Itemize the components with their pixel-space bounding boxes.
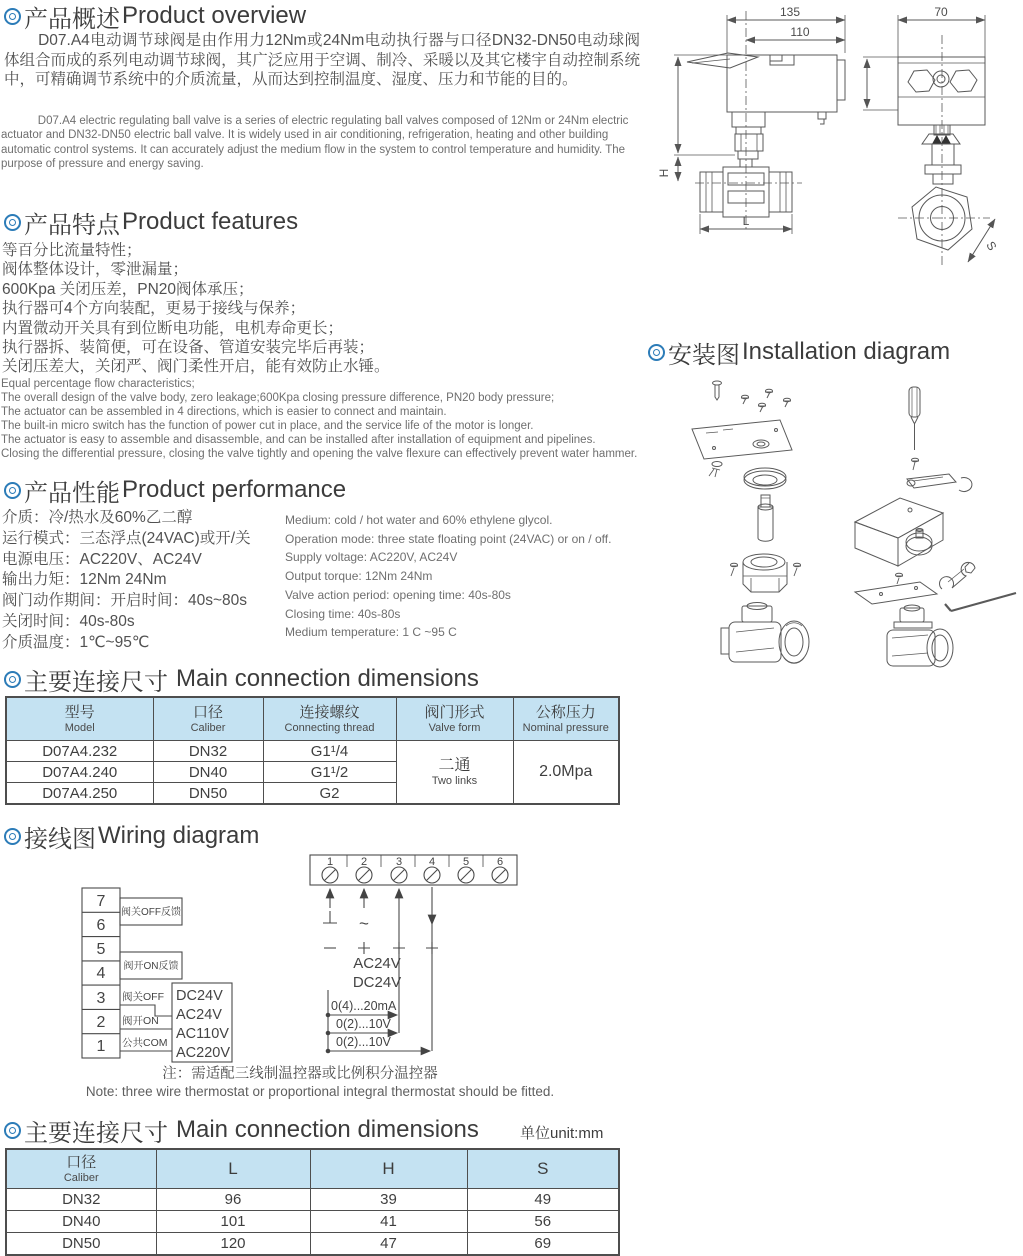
- cell-s: 69: [467, 1233, 619, 1256]
- bullseye-icon: [648, 344, 665, 361]
- cell-thread: G2: [263, 783, 396, 805]
- performance-item-en: Medium temperature: 1 C ~95 C: [285, 625, 457, 640]
- cell-caliber: DN32: [153, 741, 263, 762]
- supply-ac24: AC24V: [353, 955, 401, 972]
- header-valve-form: 阀门形式 Valve form: [396, 697, 513, 741]
- mounting-plate: [692, 420, 792, 459]
- terminal-2: 2: [96, 1014, 106, 1031]
- performance-item-cn: 运行模式：三态浮点(24VAC)或开/关: [2, 529, 251, 547]
- performance-item-cn: 电源电压：AC220V、AC24V: [2, 550, 202, 568]
- feature-item-cn: 600Kpa 关闭压差，PN20阀体承压；: [2, 280, 254, 298]
- wiring-note-cn: 注：需适配三线制温控器或比例积分温控器: [162, 1066, 438, 1082]
- ac-symbol: ~: [359, 914, 369, 933]
- features-title: [4, 207, 298, 237]
- header-s: S: [467, 1149, 619, 1189]
- voltage-dc24: DC24V: [176, 988, 223, 1004]
- dim-h-label: H: [657, 168, 671, 178]
- performance-item-en: Supply voltage: AC220V, AC24V: [285, 550, 458, 565]
- table-header-row: [6, 1149, 619, 1189]
- performance-item-en: Medium: cold / hot water and 60% ethylene glycol.: [285, 513, 553, 527]
- wiring-note-en: Note: three wire thermostat or proportional integral thermostat should be fitted.: [85, 1084, 555, 1099]
- section-overview: [4, 1, 306, 31]
- performance-title-cn: 产品性能: [24, 479, 120, 507]
- bullseye-icon: [4, 482, 21, 499]
- dim-s-label: S: [983, 238, 1000, 253]
- wiring-title-cn: 接线图: [24, 825, 96, 853]
- cell-s: 49: [467, 1189, 619, 1211]
- header-model: 型号 Model: [6, 697, 153, 741]
- performance-item-cn: 阀门动作期间：开启时间：40s~80s: [2, 592, 248, 610]
- table-row: [6, 741, 619, 762]
- cell-caliber: DN32: [6, 1189, 156, 1211]
- performance-item-en: Closing time: 40s-80s: [285, 606, 401, 621]
- performance-title-en: Product performance: [122, 476, 347, 503]
- features-list-cn: [2, 241, 390, 377]
- dim-l-label: L: [742, 214, 750, 228]
- wiring-title-en: Wiring diagram: [98, 822, 260, 849]
- feedback-on-label: 阀开ON反馈: [123, 961, 179, 972]
- cell-caliber: DN40: [153, 762, 263, 783]
- installation-title: [648, 337, 950, 367]
- cell-caliber: DN40: [6, 1211, 156, 1233]
- voltage-ac220: AC220V: [176, 1045, 231, 1061]
- performance-item-cn: 输出力矩：12Nm 24Nm: [2, 571, 167, 589]
- main-connection-table: [5, 696, 620, 805]
- wiring-title: [4, 821, 259, 851]
- performance-item-en: Valve action period: opening time: 40s-80s: [285, 587, 511, 602]
- plus-symbol: [358, 942, 370, 954]
- dim-70-label: 70: [934, 5, 948, 19]
- cell-nominal-pressure: 2.0Mpa: [513, 741, 619, 805]
- table-row: [6, 1211, 619, 1233]
- dims2-title-en: Main connection dimensions: [176, 1116, 479, 1143]
- dim-110-label: 110: [790, 25, 810, 39]
- features-title-en: Product features: [122, 208, 299, 235]
- range-20ma: 0(4)...20mA: [331, 999, 397, 1013]
- installation-title-en: Installation diagram: [742, 338, 951, 365]
- terminal-3: 3: [96, 990, 106, 1007]
- dims2-title: [4, 1115, 479, 1145]
- feature-item-cn: 执行器可4个方向装配，更易于接线与保养；: [2, 300, 306, 318]
- cell-h: 39: [310, 1189, 467, 1211]
- cell-caliber: DN50: [153, 783, 263, 805]
- bullseye-icon: [4, 828, 21, 845]
- feature-item-en: The built-in micro switch has the function of power cut in place, and the service life of the motor is longer.: [1, 420, 534, 433]
- voltage-ac110: AC110V: [176, 1026, 229, 1042]
- valve-off-label: 阀关OFF: [122, 991, 164, 1003]
- overview-title: [4, 1, 306, 31]
- feature-item-cn: 执行器拆、装简便，可在设备、管道安装完毕后再装；: [2, 339, 375, 357]
- actuator-box: [855, 498, 943, 538]
- range-10v-1: 0(2)...10V: [336, 1017, 391, 1031]
- range-10v-2: 0(2)...10V: [336, 1035, 391, 1049]
- strip-3: 3: [395, 856, 403, 868]
- strip-6: 6: [496, 856, 504, 868]
- header-l: L: [156, 1149, 310, 1189]
- dims1-title-cn: 主要连接尺寸: [24, 668, 168, 696]
- cell-model: D07A4.240: [6, 762, 153, 783]
- performance-item-cn: 关闭时间：40s-80s: [2, 612, 135, 630]
- wiring-diagram: [55, 853, 535, 1065]
- voltage-ac24: AC24V: [176, 1007, 222, 1023]
- dimension-table: [5, 1148, 620, 1256]
- strip-1: 1: [326, 856, 334, 868]
- cell-thread: G1¹/2: [263, 762, 396, 783]
- table-header-row: [6, 697, 619, 741]
- cell-model: D07A4.250: [6, 783, 153, 805]
- header-nominal-pressure: 公称压力 Nominal pressure: [513, 697, 619, 741]
- technical-drawing: [650, 5, 1018, 267]
- screws: [713, 381, 792, 412]
- header-caliber: 口径 Caliber: [153, 697, 263, 741]
- features-list-en: [1, 377, 637, 462]
- bullseye-icon: [4, 8, 21, 25]
- hex-key: [945, 593, 1016, 611]
- performance-item-cn: 介质温度：1℃~95℃: [2, 633, 150, 651]
- performance-title: [4, 475, 346, 505]
- header-h: H: [310, 1149, 467, 1189]
- feature-item-en: The overall design of the valve body, zero leakage;600Kpa closing pressure difference, PN20 body pressure;: [1, 392, 555, 405]
- cell-l: 120: [156, 1233, 310, 1256]
- performance-list-cn: [2, 508, 251, 654]
- feature-item-cn: 关闭压差大，关闭严、阀门柔性开启，能有效防止水锤。: [2, 358, 390, 376]
- cell-h: 41: [310, 1211, 467, 1233]
- bullseye-icon: [4, 1122, 21, 1139]
- common-label: 公共COM: [122, 1037, 168, 1049]
- terminal-1: 1: [96, 1038, 106, 1055]
- screwdriver: [909, 387, 920, 417]
- wrench: [940, 562, 975, 589]
- terminal-4: 4: [96, 965, 106, 982]
- strip-2: 2: [360, 856, 368, 868]
- feature-item-cn: 阀体整体设计，零泄漏量；: [2, 261, 189, 279]
- feedback-off-label: 阀关OFF反馈: [121, 907, 181, 918]
- cell-s: 56: [467, 1211, 619, 1233]
- overview-body-cn: D07.A4电动调节球阀是由作用力12Nm或24Nm电动执行器与口径DN32-DN50电动球阀体组合而成的系列电动调节球阀，其广泛应用于空调、制冷、采暖以及其它楼宇自动控制系统中，可精确调节系统中的介质流量，从而达到控制温度、湿度、压力和节能的目的。: [4, 32, 640, 89]
- performance-item-cn: 介质：冷/热水及60%乙二醇: [2, 509, 193, 526]
- dims1-title: [4, 664, 479, 694]
- header-connecting-thread: 连接螺纹 Connecting thread: [263, 697, 396, 741]
- overview-title-cn: 产品概述: [24, 5, 120, 33]
- feature-item-cn: 等百分比流量特性；: [2, 242, 142, 259]
- terminal-5: 5: [96, 941, 106, 958]
- features-title-cn: 产品特点: [24, 211, 120, 239]
- valve-on-label: 阀开ON: [122, 1015, 159, 1027]
- unit-label: 单位unit:mm: [520, 1125, 604, 1142]
- feature-item-cn: 内置微动开关具有到位断电功能，电机寿命更长；: [2, 319, 344, 337]
- overview-title-en: Product overview: [122, 2, 307, 29]
- bullseye-icon: [4, 671, 21, 688]
- performance-item-en: Output torque: 12Nm 24Nm: [285, 569, 433, 584]
- dim-135-label: 135: [779, 5, 801, 19]
- header-caliber: 口径 Caliber: [6, 1149, 156, 1189]
- plus-symbol: [393, 942, 405, 954]
- ground-symbol: [323, 911, 337, 923]
- feature-item-en: Equal percentage flow characteristics;: [1, 378, 195, 390]
- strip-4: 4: [428, 856, 436, 868]
- supply-dc24: DC24V: [352, 974, 402, 991]
- cell-model: D07A4.232: [6, 741, 153, 762]
- plus-symbol: [426, 942, 438, 954]
- bullseye-icon: [4, 214, 21, 231]
- cell-l: 96: [156, 1189, 310, 1211]
- installation-diagram-art: [648, 370, 1023, 670]
- cell-thread: G1¹/4: [263, 741, 396, 762]
- strip-5: 5: [462, 856, 470, 868]
- dims1-title-en: Main connection dimensions: [176, 665, 479, 692]
- overview-body-en: D07.A4 electric regulating ball valve is a series of electric regulating ball valves composed of 12Nm or 24Nm electric actuator and DN32-DN50 electric ball valve. It is widely used in air conditioning, refrigeration, heating and other building automatic control systems. It can accurately adjust the medium flow in the system to control temperature and humidity. The purpose of pressure and energy saving.: [1, 115, 629, 170]
- table-row: [6, 1189, 619, 1211]
- cell-caliber: DN50: [6, 1233, 156, 1256]
- cell-l: 101: [156, 1211, 310, 1233]
- cell-valve-form: 二通 Two links: [396, 741, 513, 805]
- installation-title-cn: 安装图: [668, 341, 740, 369]
- terminal-strip: [310, 855, 517, 885]
- cell-h: 47: [310, 1233, 467, 1256]
- performance-item-en: Operation mode: three state floating point (24VAC) or on / off.: [285, 531, 612, 546]
- performance-list-en: [285, 511, 611, 642]
- feature-item-en: The actuator is easy to assemble and disassemble, and can be installed after installation of equipment and pipelines.: [1, 434, 596, 447]
- dims2-title-cn: 主要连接尺寸: [24, 1119, 168, 1147]
- terminal-7: 7: [96, 893, 106, 910]
- terminal-6: 6: [96, 917, 106, 934]
- feature-item-en: The actuator can be assembled in 4 directions, which is easier to connect and maintain.: [1, 406, 447, 419]
- feature-item-en: Closing the differential pressure, closing the valve tightly and opening the valve flexure can effectively prevent water hammer.: [1, 448, 638, 461]
